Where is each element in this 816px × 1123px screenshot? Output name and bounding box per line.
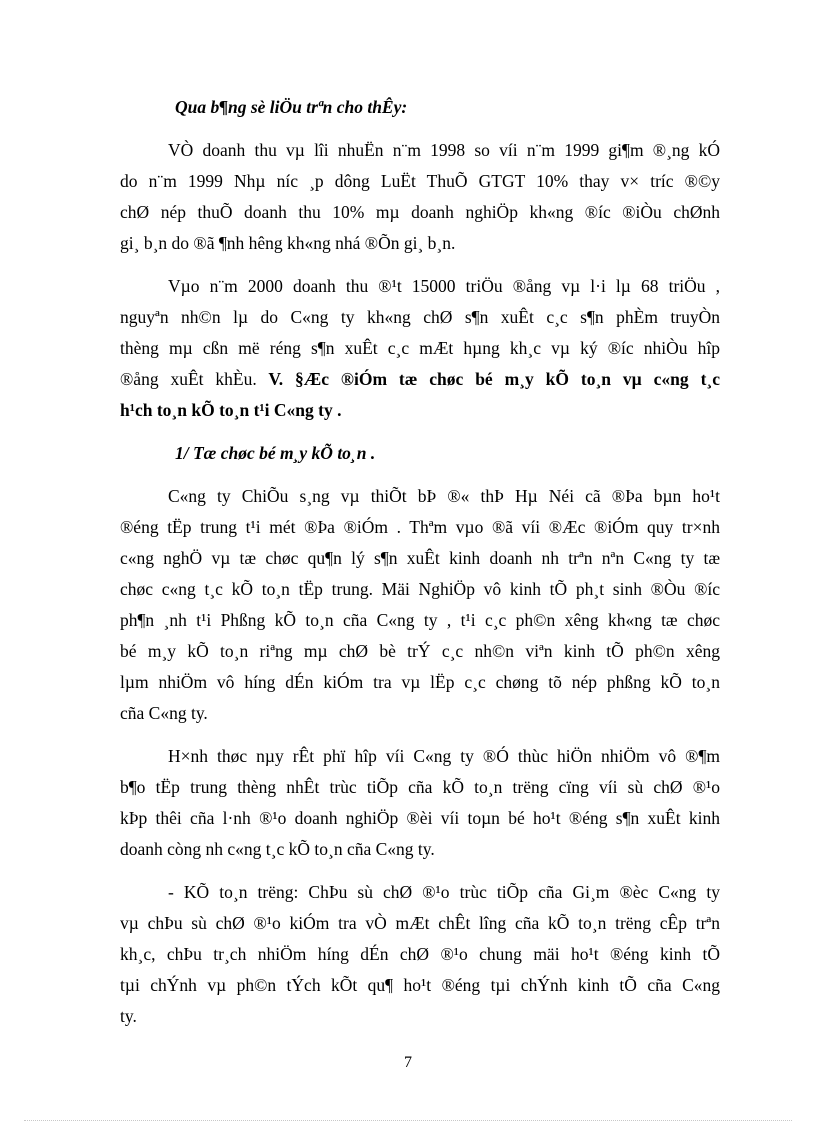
paragraph-chief-accountant — [120, 877, 720, 1032]
section-heading-summary: Qua b¶ng sè liÖu trªn cho thÊy: — [175, 97, 408, 117]
text-line: - KÕ to¸n trëng: ChÞu sù chØ ®¹o trùc tiÕp cña Gi¸m ®èc C«ng ty — [168, 882, 720, 902]
text-line-mixed — [120, 364, 720, 395]
text-line: kh¸c, chÞu tr¸ch nhiÖm híng dÉn chØ ®¹o chung mäi ho¹t ®éng kinh tÕ — [120, 944, 720, 964]
page-number: 7 — [404, 1054, 412, 1071]
text-line: c«ng nghÖ vµ tæ chøc qu¶n lý s¶n xuÊt kinh doanh nh trªn nªn C«ng ty tæ — [120, 548, 720, 568]
paragraph-year-2000 — [120, 271, 720, 426]
text-line: kÞp thêi cña l·nh ®¹o doanh nghiÖp ®èi víi toµn bé ho¹t ®éng s¶n xuÊt kinh — [120, 808, 720, 828]
text-line: bé m¸y kÕ to¸n riªng mµ chØ bè trÝ c¸c nh©n viªn kinh tÕ ph©n xêng — [120, 641, 720, 661]
text-fragment: ®ång xuÊt khÈu. — [120, 369, 257, 389]
section-heading-v: V. §Æc ®iÓm tæ chøc bé m¸y kÕ to¸n vµ c«ng t¸c — [256, 369, 720, 389]
text-line: thèng mµ cßn më réng s¶n xuÊt c¸c mÆt hµng kh¸c vµ ký ®íc nhiÒu hîp — [120, 338, 720, 358]
text-line: do n¨m 1999 Nhµ níc ¸p dông LuËt ThuÕ GTGT 10% thay v× tríc ®©y — [120, 171, 720, 191]
text-line: chØ nép thuÕ doanh thu 10% mµ doanh nghiÖp kh«ng ®íc ®iÒu chØnh — [120, 202, 720, 222]
section-heading-v-continued: h¹ch to¸n kÕ to¸n t¹i C«ng ty . — [120, 400, 342, 420]
text-line: H×nh thøc nµy rÊt phï hîp víi C«ng ty ®Ó thùc hiÖn nhiÖm vô ®¶m — [168, 746, 720, 766]
text-line: ®éng tËp trung t¹i mét ®Þa ®iÓm . Thªm vµo ®ã víi ®Æc ®iÓm quy tr×nh — [120, 517, 720, 537]
page-bottom-divider — [24, 1120, 792, 1121]
text-line: C«ng ty ChiÕu s¸ng vµ thiÕt bÞ ®« thÞ Hµ Néi cã ®Þa bµn ho¹t — [168, 486, 720, 506]
text-line: ty. — [120, 1006, 137, 1026]
text-line: ph¶n ¸nh t¹i Phßng kÕ to¸n cña C«ng ty , t¹i c¸c ph©n xêng kh«ng tæ chøc — [120, 610, 720, 630]
text-line: chøc c«ng t¸c kÕ to¸n tËp trung. Mäi NghiÖp vô kinh tÕ ph¸t sinh ®Òu ®íc — [120, 579, 720, 599]
text-line: doanh còng nh c«ng t¸c kÕ to¸n cña C«ng ty. — [120, 839, 435, 859]
text-line: vµ chÞu sù chØ ®¹o kiÓm tra vÒ mÆt chÊt lîng cña kÕ to¸n trëng cÊp trªn — [120, 913, 720, 933]
text-line: lµm nhiÖm vô híng dÉn kiÓm tra vµ lËp c¸c chøng tõ nép phßng kÕ to¸n — [120, 672, 720, 692]
text-line: VÒ doanh thu vµ lîi nhuËn n¨m 1998 so víi n¨m 1999 gi¶m ®¸ng kÓ — [168, 140, 720, 160]
text-line: cña C«ng ty. — [120, 703, 208, 723]
paragraph-form-suitability — [120, 741, 720, 865]
text-line: Vµo n¨m 2000 doanh thu ®¹t 15000 triÖu ®ång vµ l·i lµ 68 triÖu , — [168, 276, 720, 296]
document-body — [120, 92, 720, 1044]
paragraph-revenue-profit — [120, 135, 720, 259]
text-line: tµi chÝnh vµ ph©n tÝch kÕt qu¶ ho¹t ®éng tµi chÝnh kinh tÕ cña C«ng — [120, 975, 720, 995]
text-line: b¶o tËp trung thèng nhÊt trùc tiÕp cña kÕ to¸n trëng cïng víi sù chØ ®¹o — [120, 777, 720, 797]
text-line: nguyªn nh©n lµ do C«ng ty kh«ng chØ s¶n xuÊt c¸c s¶n phÈm truyÒn — [120, 307, 720, 327]
section-heading-organization: 1/ Tæ chøc bé m¸y kÕ to¸n . — [175, 443, 376, 463]
text-line: gi¸ b¸n do ®ã ¶nh hêng kh«ng nhá ®Õn gi¸ b¸n. — [120, 233, 456, 253]
paragraph-company-accounting — [120, 481, 720, 729]
